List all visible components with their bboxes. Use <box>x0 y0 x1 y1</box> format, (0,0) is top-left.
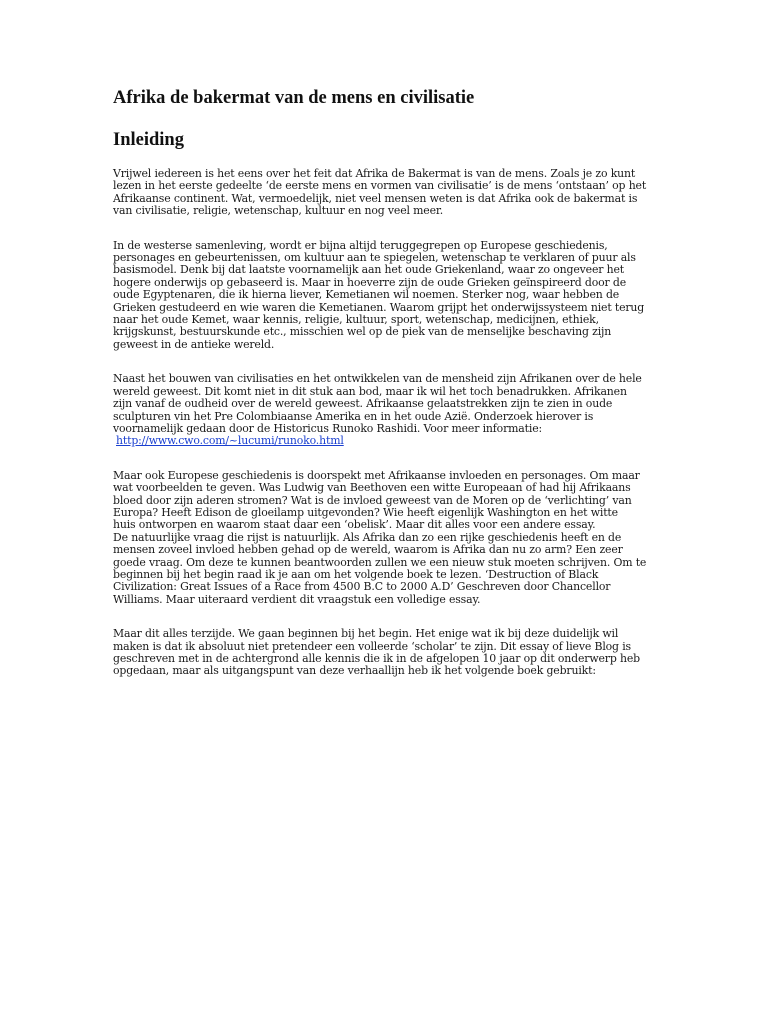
text-line: hogere onderwijs op gebaseerd is. Maar in hoeverre zijn de oude Grieken geïnspireerd door de <box>113 275 627 289</box>
text-line: Europa? Heeft Edison de gloeilamp uitgevonden? Wie heeft eigenlijk Washington en het witte <box>113 505 618 519</box>
text-line: wereld geweest. Dit komt niet in dit stuk aan bod, maar ik wil het toch benadrukken. Afrikanen <box>113 384 627 398</box>
section-heading: Inleiding <box>113 130 184 150</box>
text-line: naar het oude Kemet, waar kennis, religie, kultuur, sport, wetenschap, medicijnen, ethiek, <box>113 313 599 327</box>
text-line: personages en gebeurtenissen, om kultuur aan te spiegelen, wetenschap te verklaren of puur als <box>113 251 636 265</box>
paragraph-5 <box>113 628 653 678</box>
text-line: beginnen bij het begin raad ik je aan om het volgende boek te lezen. ‘Destruction of Black <box>113 567 599 581</box>
paragraph-1 <box>113 168 653 218</box>
text-line: van civilisatie, religie, wetenschap, kultuur en nog veel meer. <box>113 204 444 218</box>
text-line: In de westerse samenleving, wordt er bijna altijd teruggegrepen op Europese geschiedenis, <box>113 238 608 252</box>
text-line: Naast het bouwen van civilisaties en het ontwikkelen van de mensheid zijn Afrikanen over de hele <box>113 372 642 386</box>
paragraph-4 <box>113 470 653 606</box>
text-line: maken is dat ik absoluut niet pretendeer een volleerde ‘scholar’ te zijn. Dit essay of lieve Blog is <box>113 639 631 653</box>
runoko-link[interactable]: http://www.cwo.com/~lucumi/runoko.html <box>116 434 344 448</box>
text-line: De natuurlijke vraag die rijst is natuurlijk. Als Afrika dan zo een rijke geschiedenis heeft en de <box>113 530 622 544</box>
text-line: goede vraag. Om deze te kunnen beantwoorden zullen we een nieuw stuk moeten schrijven. Om te <box>113 555 647 569</box>
text-line: opgedaan, maar als uitgangspunt van deze verhaallijn heb ik het volgende boek gebruikt: <box>113 664 596 678</box>
text-line: Civilization: Great Issues of a Race from 4500 B.C to 2000 A.D’ Geschreven door Chancellor <box>113 580 611 594</box>
text-line: oude Egyptenaren, die ik hierna liever, Kemetianen wil noemen. Sterker nog, waar hebben de <box>113 288 620 302</box>
text-line: voornamelijk gedaan door de Historicus Runoko Rashidi. Voor meer informatie: <box>113 421 543 435</box>
text-line: lezen in het eerste gedeelte ‘de eerste mens en vormen van civilisatie’ is de mens ‘ontstaan’ op het <box>113 179 647 193</box>
text-line: wat voorbeelden te geven. Was Ludwig van Beethoven een witte Europeaan of had hij Afrikaans <box>113 481 631 495</box>
document-content <box>113 86 653 678</box>
text-line: geschreven met in de achtergrond alle kennis die ik in de afgelopen 10 jaar op dit onderwerp heb <box>113 652 640 665</box>
text-line <box>113 435 653 447</box>
text-line: mensen zoveel invloed hebben gehad op de wereld, waarom is Afrika dan nu zo arm? Een zeer <box>113 543 623 557</box>
text-line: Grieken gestudeerd en wie waren die Kemetianen. Waarom grijpt het onderwijssysteem niet terug <box>113 300 645 314</box>
text-line: Williams. Maar uiteraard verdient dit vraagstuk een volledige essay. <box>113 592 481 606</box>
text-line: sculpturen vin het Pre Colombiaanse Amerika en in het oude Azië. Onderzoek hierover is <box>113 409 594 423</box>
text-line: bloed door zijn aderen stromen? Wat is de invloed geweest van de Moren op de ‘verlichting’ van <box>113 493 632 507</box>
text-line: basismodel. Denk bij dat laatste voornamelijk aan het oude Griekenland, waar zo ongeveer het <box>113 263 625 277</box>
text-line: Maar ook Europese geschiedenis is doorspekt met Afrikaanse invloeden en personages. Om maar <box>113 468 640 482</box>
text-line: huis ontworpen en waarom staat daar een ‘obelisk’. Maar dit alles voor een andere essay. <box>113 518 596 532</box>
text-line: zijn vanaf de oudheid over de wereld geweest. Afrikaanse gelaatstrekken zijn te zien in oude <box>113 397 613 411</box>
paragraph-2 <box>113 240 653 352</box>
text-line: geweest in de antieke wereld. <box>113 337 275 351</box>
text-line: Maar dit alles terzijde. We gaan beginnen bij het begin. Het enige wat ik bij deze duidelijk wil <box>113 627 619 641</box>
paragraph-3 <box>113 373 653 447</box>
document-title: Afrika de bakermat van de mens en civilisatie <box>113 88 475 108</box>
text-line: krijgskunst, bestuurskunde etc., misschien wel op de piek van de menselijke beschaving zijn <box>113 325 612 339</box>
text-line: Afrikaanse continent. Wat, vermoedelijk, niet veel mensen weten is dat Afrika ook de bakermat is <box>113 191 638 205</box>
text-line: Vrijwel iedereen is het eens over het feit dat Afrika de Bakermat is van de mens. Zoals je zo kunt <box>113 167 636 180</box>
